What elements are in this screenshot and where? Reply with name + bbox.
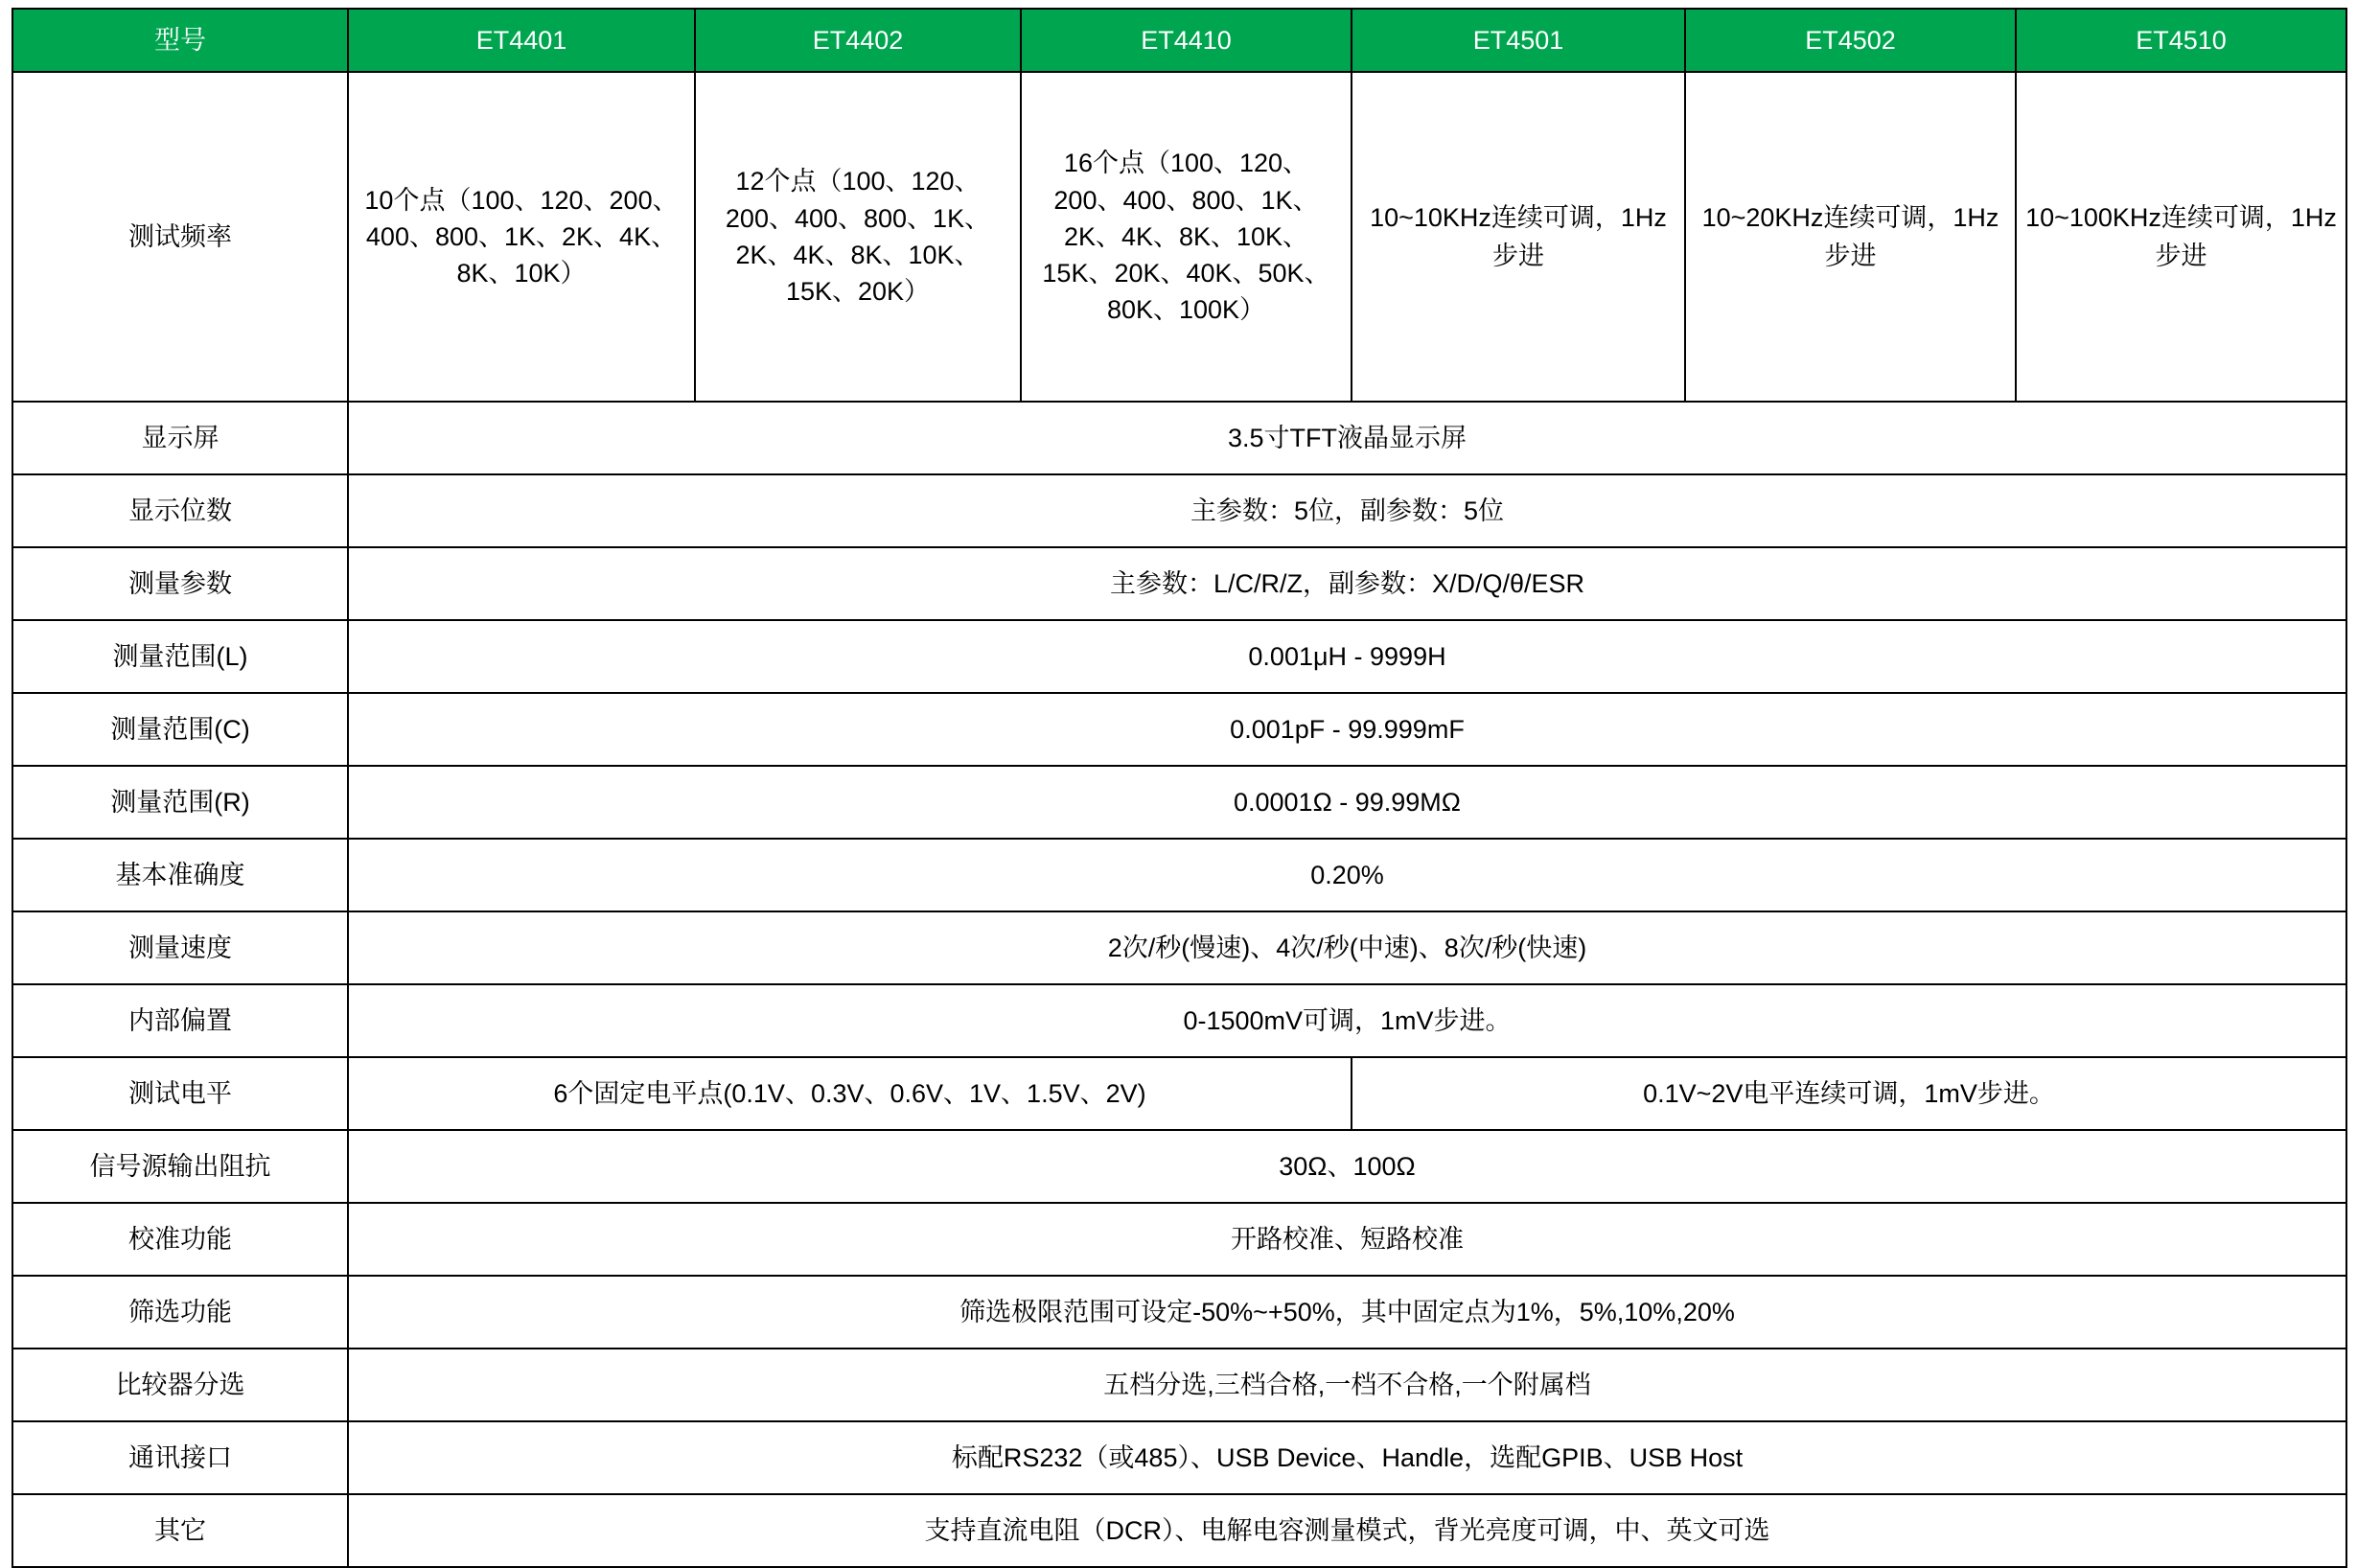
row-value-other: 支持直流电阻（DCR）、电解电容测量模式，背光亮度可调，中、英文可选 <box>348 1494 2346 1567</box>
row-label-comparator: 比较器分选 <box>12 1349 348 1421</box>
row-label-interface: 通讯接口 <box>12 1421 348 1494</box>
table-row <box>12 1203 2346 1276</box>
table-row <box>12 693 2346 766</box>
header-model: 型号 <box>12 9 348 72</box>
row-value-range-c: 0.001pF - 99.999mF <box>348 693 2346 766</box>
frequency-et4402: 12个点（100、120、200、400、800、1K、2K、4K、8K、10K、15K、20K） <box>695 72 1021 402</box>
row-label-range-l: 测量范围(L) <box>12 620 348 693</box>
frequency-et4410: 16个点（100、120、200、400、800、1K、2K、4K、8K、10K、15K、20K、40K、50K、80K、100K） <box>1021 72 1352 402</box>
row-label-speed: 测量速度 <box>12 911 348 984</box>
header-et4510: ET4510 <box>2016 9 2346 72</box>
row-value-range-l: 0.001μH - 9999H <box>348 620 2346 693</box>
frequency-et4501: 10~10KHz连续可调，1Hz步进 <box>1352 72 1685 402</box>
row-label-accuracy: 基本准确度 <box>12 839 348 911</box>
header-et4501: ET4501 <box>1352 9 1685 72</box>
row-value-display: 3.5寸TFT液晶显示屏 <box>348 402 2346 474</box>
table-row-frequency <box>12 72 2346 402</box>
row-value-calibration: 开路校准、短路校准 <box>348 1203 2346 1276</box>
row-label-display: 显示屏 <box>12 402 348 474</box>
table-row <box>12 1276 2346 1349</box>
table-row <box>12 766 2346 839</box>
table-row <box>12 1349 2346 1421</box>
test-level-fixed: 6个固定电平点(0.1V、0.3V、0.6V、1V、1.5V、2V) <box>348 1057 1352 1130</box>
test-level-adjustable: 0.1V~2V电平连续可调，1mV步进。 <box>1352 1057 2346 1130</box>
row-value-comparator: 五档分选,三档合格,一档不合格,一个附属档 <box>348 1349 2346 1421</box>
row-value-digits: 主参数：5位，副参数：5位 <box>348 474 2346 547</box>
row-label-digits: 显示位数 <box>12 474 348 547</box>
table-row <box>12 1494 2346 1567</box>
row-value-parameters: 主参数：L/C/R/Z，副参数：X/D/Q/θ/ESR <box>348 547 2346 620</box>
frequency-et4502: 10~20KHz连续可调，1Hz步进 <box>1685 72 2016 402</box>
table-row <box>12 474 2346 547</box>
table-row <box>12 620 2346 693</box>
row-label-parameters: 测量参数 <box>12 547 348 620</box>
row-value-range-r: 0.0001Ω - 99.99MΩ <box>348 766 2346 839</box>
table-row-test-level <box>12 1057 2346 1130</box>
specification-table <box>12 8 2347 1568</box>
row-label-test-level: 测试电平 <box>12 1057 348 1130</box>
table-row <box>12 839 2346 911</box>
table-row <box>12 911 2346 984</box>
row-value-bias: 0-1500mV可调，1mV步进。 <box>348 984 2346 1057</box>
row-value-speed: 2次/秒(慢速)、4次/秒(中速)、8次/秒(快速) <box>348 911 2346 984</box>
table-row <box>12 402 2346 474</box>
row-value-sorting: 筛选极限范围可设定-50%~+50%，其中固定点为1%，5%,10%,20% <box>348 1276 2346 1349</box>
row-label-source-impedance: 信号源输出阻抗 <box>12 1130 348 1203</box>
table-row <box>12 1421 2346 1494</box>
row-label-other: 其它 <box>12 1494 348 1567</box>
row-label-sorting: 筛选功能 <box>12 1276 348 1349</box>
row-label-calibration: 校准功能 <box>12 1203 348 1276</box>
frequency-et4510: 10~100KHz连续可调，1Hz步进 <box>2016 72 2346 402</box>
header-et4502: ET4502 <box>1685 9 2016 72</box>
row-value-source-impedance: 30Ω、100Ω <box>348 1130 2346 1203</box>
header-et4402: ET4402 <box>695 9 1021 72</box>
table-row <box>12 547 2346 620</box>
row-label-range-c: 测量范围(C) <box>12 693 348 766</box>
header-et4401: ET4401 <box>348 9 695 72</box>
row-label-frequency: 测试频率 <box>12 72 348 402</box>
row-value-accuracy: 0.20% <box>348 839 2346 911</box>
row-label-range-r: 测量范围(R) <box>12 766 348 839</box>
frequency-et4401: 10个点（100、120、200、400、800、1K、2K、4K、8K、10K） <box>348 72 695 402</box>
table-row <box>12 1130 2346 1203</box>
row-value-interface: 标配RS232（或485）、USB Device、Handle，选配GPIB、USB Host <box>348 1421 2346 1494</box>
table-row <box>12 984 2346 1057</box>
header-et4410: ET4410 <box>1021 9 1352 72</box>
row-label-bias: 内部偏置 <box>12 984 348 1057</box>
table-header-row <box>12 9 2346 72</box>
